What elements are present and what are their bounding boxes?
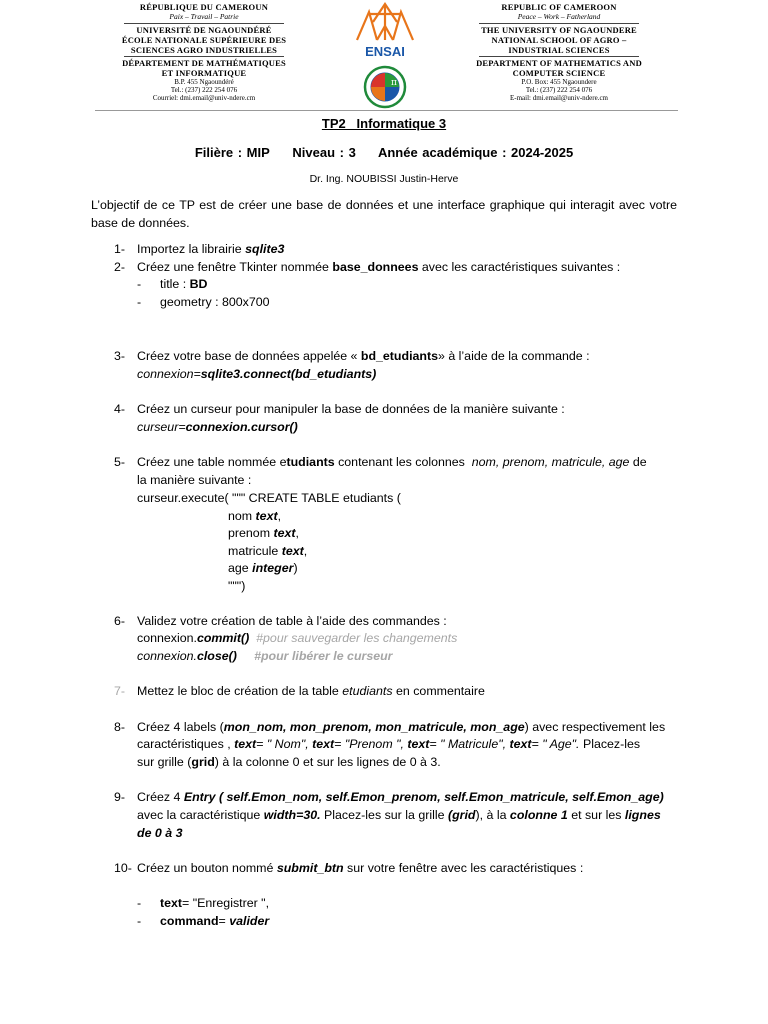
header-line: Tel.: (237) 222 254 076 bbox=[170, 86, 238, 94]
header-line: ÉCOLE NATIONALE SUPÉRIEURE DES bbox=[121, 35, 287, 45]
code-comment: #pour sauvegarder les changements bbox=[249, 631, 458, 645]
author: Dr. Ing. NOUBISSI Justin-Herve bbox=[309, 173, 459, 185]
header-line: NATIONAL SCHOOL OF AGRO – bbox=[491, 35, 627, 45]
divider bbox=[479, 56, 639, 57]
text-line: la manière suivante : bbox=[137, 473, 252, 487]
code-line: curseur=connexion.cursor() bbox=[137, 420, 298, 434]
header-line: Courriel: dmi.email@univ-ndere.cm bbox=[152, 94, 256, 102]
header-line: Tel.: (237) 222 254 076 bbox=[525, 86, 593, 94]
code-line: """) bbox=[228, 579, 246, 593]
header-line: DEPARTMENT OF MATHEMATICS AND bbox=[476, 58, 642, 68]
letterhead bbox=[95, 0, 678, 112]
divider bbox=[124, 23, 284, 24]
header-line: THE UNIVERSITY OF NGAOUNDERE bbox=[481, 25, 637, 35]
header-line: ET INFORMATIQUE bbox=[161, 68, 247, 78]
header-line: UNIVERSITÉ DE NGAOUNDÉRÉ bbox=[136, 25, 272, 35]
header-line: B.P. 455 Ngaoundéré bbox=[174, 78, 234, 86]
header-line: Paix – Travail – Patrie bbox=[169, 12, 239, 21]
document-title: TP2 Informatique 3 bbox=[321, 116, 447, 131]
code-line: prenom text, bbox=[228, 526, 299, 540]
text-line: caractéristiques , text= " Nom", text= "Prenom ", text= " Matricule", text= " Age". Placez-les bbox=[137, 737, 641, 751]
code-line: nom text, bbox=[228, 509, 282, 523]
niveau: Niveau : 3 bbox=[292, 145, 356, 160]
header-line: COMPUTER SCIENCE bbox=[512, 68, 606, 78]
divider bbox=[479, 23, 639, 24]
code-line: curseur.execute( """ CREATE TABLE etudiants ( bbox=[137, 491, 401, 505]
code-line: connexion.close() #pour libérer le curseur bbox=[137, 649, 393, 663]
header-line: DÉPARTEMENT DE MATHÉMATIQUES bbox=[122, 58, 286, 68]
code-line: connexion=sqlite3.connect(bd_etudiants) bbox=[137, 367, 377, 381]
header-line: P.O. Box: 455 Ngaoundere bbox=[521, 78, 597, 86]
header-line: SCIENCES AGRO INDUSTRIELLES bbox=[130, 45, 278, 55]
course-info bbox=[0, 145, 768, 160]
ensai-logo bbox=[347, 0, 423, 112]
annee: Année académique : 2024-2025 bbox=[377, 145, 574, 160]
header-line: REPUBLIC OF CAMEROON bbox=[501, 2, 617, 12]
code-line: connexion.commit() #pour sauvegarder les changements bbox=[137, 631, 458, 645]
divider bbox=[124, 56, 284, 57]
header-line: RÉPUBLIQUE DU CAMEROUN bbox=[139, 2, 269, 12]
text-line: de 0 à 3 bbox=[137, 826, 183, 840]
code-line: age integer) bbox=[228, 561, 298, 575]
letterhead-english bbox=[445, 2, 673, 102]
code-comment: #pour libérer le curseur bbox=[236, 649, 393, 663]
intro-paragraph: L’objectif de ce TP est de créer une base de données et une interface graphique qui interagit avec votre base de données. bbox=[91, 198, 677, 230]
svg-text:π: π bbox=[391, 78, 397, 88]
logo-wordmark: ENSAI bbox=[365, 44, 405, 59]
header-line: Peace – Work – Fatherland bbox=[517, 12, 601, 21]
code-line: matricule text, bbox=[228, 544, 308, 558]
filiere: Filière : MIP bbox=[194, 145, 270, 160]
header-line: E-mail: dmi.email@univ-ndere.cm bbox=[510, 94, 608, 102]
header-line: INDUSTRIAL SCIENCES bbox=[508, 45, 610, 55]
header-rule bbox=[95, 110, 678, 111]
text-line: sur grille (grid) à la colonne 0 et sur les lignes de 0 à 3. bbox=[137, 755, 441, 769]
text-line: avec la caractéristique width=30. Placez-les sur la grille (grid), à la colonne 1 et sur les lignes bbox=[137, 808, 661, 822]
letterhead-french bbox=[95, 2, 313, 102]
